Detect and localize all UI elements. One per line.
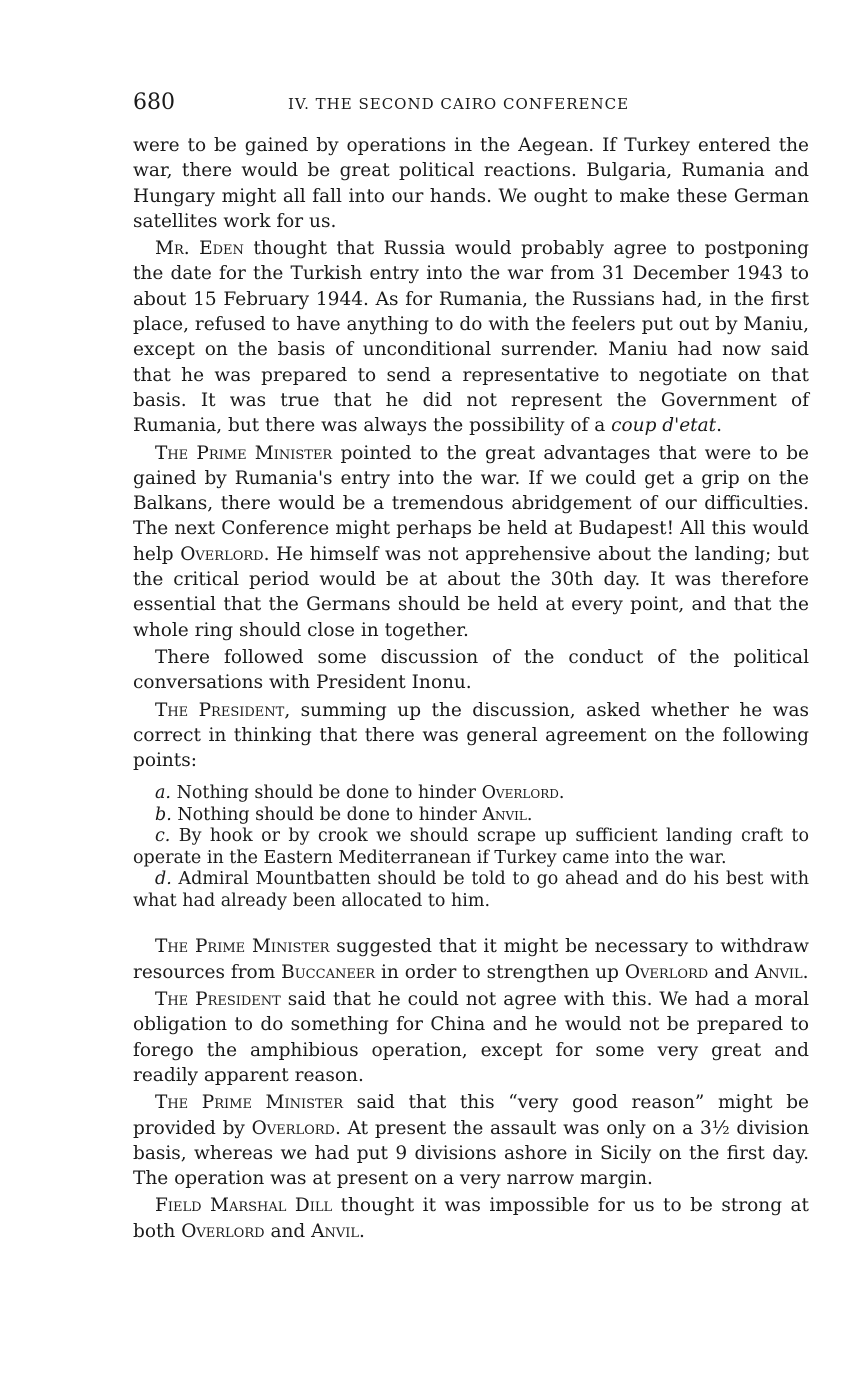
list-letter: d.: [155, 869, 172, 890]
paragraph-1: [133, 133, 809, 234]
list-letter: a.: [155, 783, 171, 804]
paragraph-text: thought that Russia would probably agree to postponing the date for the Turkish entry into the war from 31 December 1943 to about 15 February 1944. As for Rumania, the Russians had, in the first place, refused to have anything to do with the feelers put out by Maniu, except on the basis of unconditional surrender. Maniu had now said that he was prepared to send a representative to negotiate on that basis. It was true that he did not represent the Government of Rumania, but there was always the possibility of a: [133, 238, 809, 437]
list-item: [133, 783, 809, 805]
page-body: [133, 133, 809, 1246]
code-name: Overlord: [180, 543, 264, 565]
paragraph-text: . He himself was not apprehensive about the landing; but the critical period would be at about the 30th day. It was therefore essential that the Germans should be held at every point, and that the whole ring should close in together.: [133, 543, 809, 641]
paragraph-text: .: [802, 961, 809, 983]
paragraph-text: , summing up the discussion, asked whether he was correct in thinking that there was general agreement on the following points:: [133, 699, 809, 772]
paragraph-text: .: [716, 415, 722, 437]
paragraph-7: [133, 987, 809, 1088]
code-name: Overlord: [481, 783, 559, 804]
code-name: Anvil: [754, 961, 803, 983]
list-text: Nothing should be done to hinder: [171, 804, 483, 825]
speaker-name: The Prime Minister: [155, 936, 330, 958]
paragraph-text: suggested that it might be necessary to withdraw resources from: [133, 936, 810, 983]
list-text: Nothing should be done to hinder: [171, 783, 482, 804]
code-name: Overlord: [251, 1117, 335, 1139]
code-name: Anvil: [311, 1220, 360, 1242]
code-name: Overlord: [624, 961, 709, 983]
paragraph-8: [133, 1090, 809, 1191]
page-number: 680: [133, 90, 175, 115]
paragraph-text: said that he could not agree with this. We had a moral obligation to do something for China and he would not be prepared to forego the amphibious operation, except for some very great and readily apparent reason.: [133, 989, 810, 1086]
paragraph-text: . At present the assault was only on a 3½ division basis, whereas we had put 9 divisions ashore in Sicily on the first day. The operation was at present on a very narrow margin.: [133, 1117, 809, 1190]
paragraph-9: [133, 1193, 809, 1244]
speaker-name: Mr. Eden: [155, 238, 244, 260]
list-item: [133, 869, 809, 912]
paragraph-text: There followed some discussion of the conduct of the political conversations with President Inonu.: [133, 646, 809, 694]
running-head: IV. THE SECOND CAIRO CONFERENCE: [288, 95, 630, 113]
code-name: Overlord: [181, 1220, 265, 1242]
list-text: Admiral Mountbatten should be told to go ahead and do his best with what had already been allocated to him.: [133, 869, 809, 911]
list-letter: c.: [155, 826, 171, 847]
italic-phrase: coup d'etat: [611, 415, 717, 437]
paragraph-2: [133, 236, 809, 438]
list-tail: .: [558, 783, 565, 804]
paragraph-text: thought it was impossible for us to be strong at both: [133, 1195, 809, 1242]
page-header: [133, 90, 809, 120]
paragraph-text: .: [359, 1220, 365, 1242]
speaker-name: The President: [155, 699, 285, 721]
paragraph-4: [133, 645, 809, 696]
list-tail: .: [526, 804, 533, 825]
paragraph-3: [133, 441, 809, 643]
speaker-name: The Prime Minister: [155, 442, 333, 464]
agreement-list: [133, 783, 809, 912]
paragraph-text: said that this “very good reason” might be provided by: [133, 1092, 810, 1139]
paragraph-text: pointed to the great advantages that were to be gained by Rumania's entry into the war. If we could get a grip on the Balkans, there would be a tremendous abridgement of our difficulties. The next Conference might perhaps be held at Budapest! All this would help: [133, 442, 810, 565]
paragraph-text: and: [264, 1220, 312, 1242]
list-item: [133, 826, 809, 869]
speaker-name: The President: [155, 989, 281, 1011]
code-name: Anvil: [482, 804, 527, 825]
speaker-name: The Prime Minister: [155, 1092, 343, 1114]
list-letter: b.: [155, 804, 172, 825]
speaker-name: Field Marshal Dill: [155, 1195, 333, 1217]
list-text: By hook or by crook we should scrape up sufficient landing craft to operate in the Eastern Mediterranean if Turkey came into the war.: [133, 826, 809, 868]
paragraph-5: [133, 698, 809, 774]
list-item: [133, 805, 809, 827]
code-name: Buccaneer: [281, 961, 376, 983]
paragraph-text: were to be gained by operations in the Aegean. If Turkey entered the war, there would be great political reactions. Bulgaria, Rumania and Hungary might all fall into our hands. We ought to make these German satellites work for us.: [133, 135, 809, 232]
paragraph-text: and: [708, 961, 755, 983]
paragraph-6: [133, 934, 809, 985]
paragraph-text: in order to strengthen up: [375, 961, 625, 983]
